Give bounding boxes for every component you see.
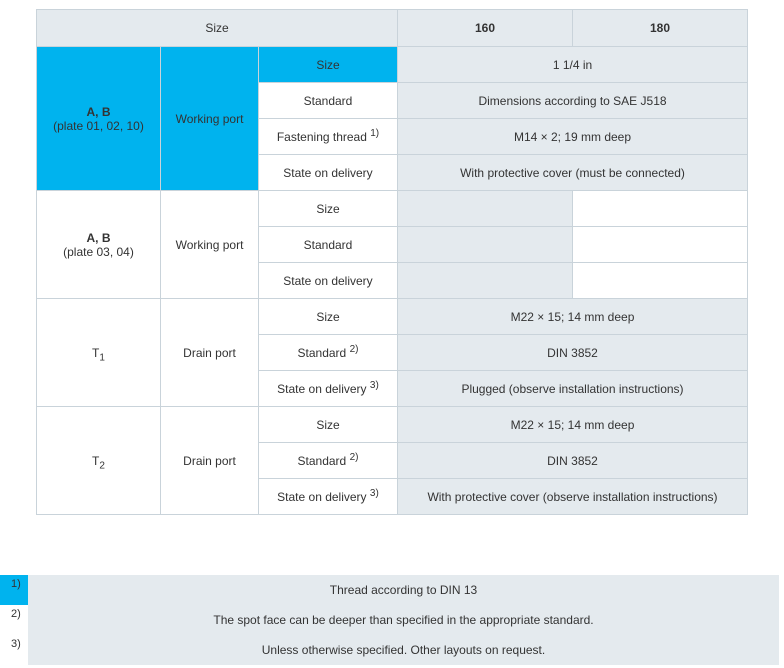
port-letter: T bbox=[92, 345, 100, 360]
port-function: Drain port bbox=[161, 299, 259, 407]
footnote-ref: 1) bbox=[370, 127, 380, 139]
row-label: Size bbox=[259, 191, 398, 227]
row-value: With protective cover (observe installation instructions) bbox=[398, 479, 748, 515]
row-value: DIN 3852 bbox=[398, 335, 748, 371]
row-value: DIN 3852 bbox=[398, 443, 748, 479]
port-cell bbox=[37, 407, 161, 515]
port-function: Working port bbox=[161, 47, 259, 191]
row-label-cell bbox=[259, 335, 398, 371]
footnote-text: The spot face can be deeper than specified in the appropriate standard. bbox=[28, 605, 779, 635]
footnotes-table bbox=[0, 575, 779, 665]
port-index: 1 bbox=[99, 351, 105, 363]
footnote-ref: 2) bbox=[349, 343, 359, 355]
row-label: Standard bbox=[297, 345, 347, 360]
footnote-number: 3) bbox=[11, 638, 21, 650]
footnote-text: Unless otherwise specified. Other layouts on request. bbox=[28, 635, 779, 665]
port-plates: (plate 01, 02, 10) bbox=[53, 118, 144, 133]
empty-cell bbox=[573, 191, 748, 227]
header-col-180: 180 bbox=[573, 10, 748, 47]
footnote-text: Thread according to DIN 13 bbox=[28, 575, 779, 605]
port-name: A, B bbox=[86, 104, 111, 119]
footnote-row bbox=[0, 605, 779, 635]
row-label: State on delivery bbox=[277, 489, 367, 504]
row-label: State on delivery bbox=[277, 381, 367, 396]
row-label: Size bbox=[259, 407, 398, 443]
footnote-row bbox=[0, 635, 779, 665]
port-plates: (plate 03, 04) bbox=[63, 244, 134, 259]
port-name: A, B bbox=[86, 230, 111, 245]
row-value: With protective cover (must be connected) bbox=[398, 155, 748, 191]
port-function: Drain port bbox=[161, 407, 259, 515]
table-row bbox=[37, 299, 748, 335]
empty-cell bbox=[573, 263, 748, 299]
row-value: M22 × 15; 14 mm deep bbox=[398, 407, 748, 443]
footnote-row bbox=[0, 575, 779, 605]
table-row bbox=[37, 47, 748, 83]
row-label-cell bbox=[259, 119, 398, 155]
row-value: M14 × 2; 19 mm deep bbox=[398, 119, 748, 155]
row-label: Standard bbox=[259, 83, 398, 119]
header-row bbox=[37, 10, 748, 47]
row-label: Standard bbox=[259, 227, 398, 263]
footnote-ref: 2) bbox=[349, 451, 359, 463]
row-label: Fastening thread bbox=[276, 129, 367, 144]
row-value: M22 × 15; 14 mm deep bbox=[398, 299, 748, 335]
header-size: Size bbox=[37, 10, 398, 47]
row-label: State on delivery bbox=[259, 155, 398, 191]
row-label: State on delivery bbox=[259, 263, 398, 299]
empty-cell bbox=[573, 227, 748, 263]
empty-cell bbox=[398, 191, 573, 227]
port-letter: T bbox=[92, 453, 100, 468]
row-label: Standard bbox=[297, 453, 347, 468]
row-label: Size bbox=[259, 299, 398, 335]
row-label-cell bbox=[259, 479, 398, 515]
port-cell bbox=[37, 47, 161, 191]
port-cell bbox=[37, 299, 161, 407]
footnote-ref: 3) bbox=[369, 379, 379, 391]
empty-cell bbox=[398, 227, 573, 263]
row-value: Plugged (observe installation instructions) bbox=[398, 371, 748, 407]
row-label: Size bbox=[259, 47, 398, 83]
footnote-number: 2) bbox=[11, 608, 21, 620]
footnote-number: 1) bbox=[0, 575, 28, 605]
empty-cell bbox=[398, 263, 573, 299]
row-value: Dimensions according to SAE J518 bbox=[398, 83, 748, 119]
row-value: 1 1/4 in bbox=[398, 47, 748, 83]
row-label-cell bbox=[259, 371, 398, 407]
port-cell bbox=[37, 191, 161, 299]
footnote-ref: 3) bbox=[369, 487, 379, 499]
table-row bbox=[37, 407, 748, 443]
row-label-cell bbox=[259, 443, 398, 479]
header-col-160: 160 bbox=[398, 10, 573, 47]
port-index: 2 bbox=[99, 459, 105, 471]
port-spec-table bbox=[36, 9, 748, 515]
table-row bbox=[37, 191, 748, 227]
port-function: Working port bbox=[161, 191, 259, 299]
